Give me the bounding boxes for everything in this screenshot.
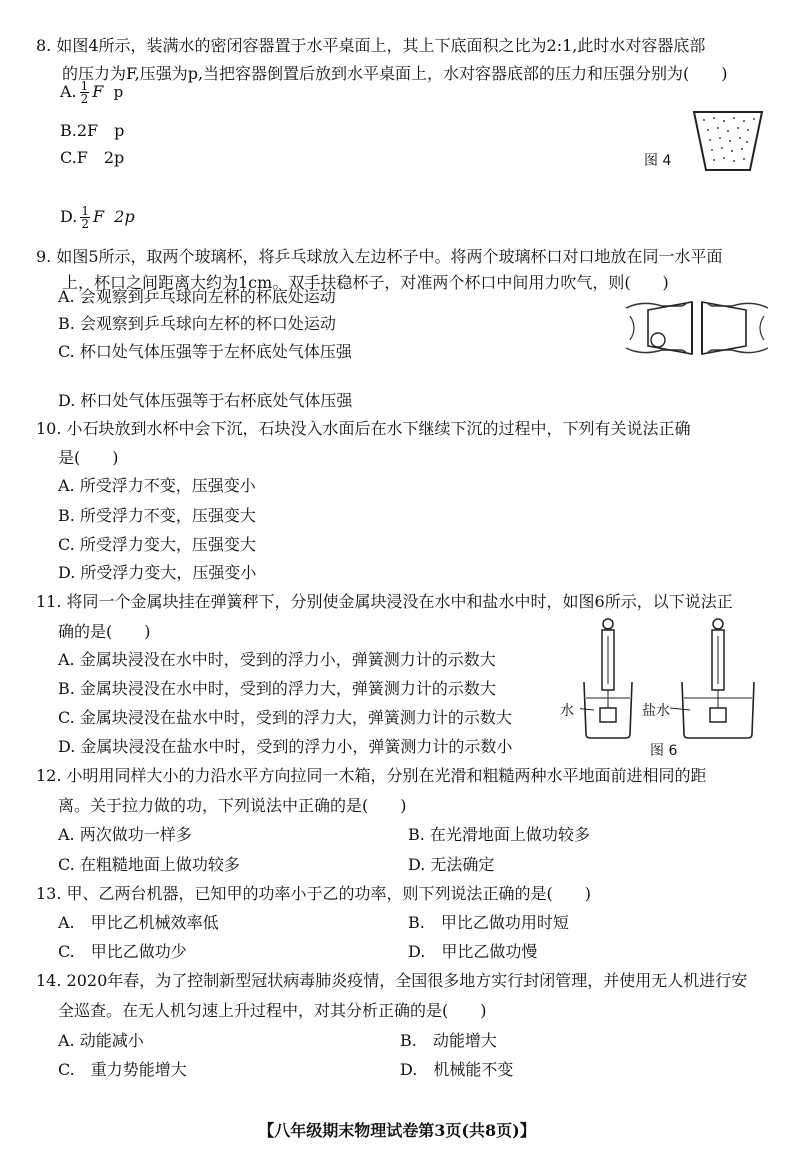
q13-stem-line1: 13. 甲、乙两台机器，已知甲的功率小于乙的功率，则下列说法正确的是( ) (36, 884, 592, 903)
q13-option-a: A. 甲比乙机械效率低 (58, 913, 219, 932)
q10-option-a: A. 所受浮力不变，压强变小 (58, 476, 256, 495)
q8-stem-line1: 8. 如图4所示，装满水的密闭容器置于水平桌面上，其上下底面积之比为2:1,此时水对容器底部 (36, 36, 706, 55)
fig4-container-diagram (690, 108, 766, 174)
fig6-label-salt-water: 盐水 (642, 703, 670, 719)
fig4-caption: 图 4 (644, 153, 672, 169)
q12-stem-line2: 离。关于拉力做的功，下列说法中正确的是( ) (58, 796, 407, 815)
q8-option-d: D. $\frac{1}{2}$ F 2p (60, 204, 135, 231)
q9-option-b: B. 会观察到乒乓球向左杯的杯口处运动 (58, 314, 336, 333)
q9-option-a: A. 会观察到乒乓球向左杯的杯底处运动 (58, 287, 336, 306)
q14-option-c: C. 重力势能增大 (58, 1060, 187, 1079)
q11-stem-line2: 确的是( ) (58, 622, 151, 641)
q10-option-b: B. 所受浮力不变，压强变大 (58, 506, 256, 525)
q13-option-b: B. 甲比乙做功用时短 (408, 913, 569, 932)
fraction-one-half: $\frac{1}{2}$ (80, 79, 89, 106)
q12-option-b: B. 在光滑地面上做功较多 (408, 825, 590, 844)
fig6-spring-scale-diagram (580, 616, 760, 746)
q11-option-a: A. 金属块浸没在水中时，受到的浮力小，弹簧测力计的示数大 (58, 650, 496, 669)
q9-stem-line1: 9. 如图5所示，取两个玻璃杯，将乒乓球放入左边杯子中。将两个玻璃杯口对口地放在同一水平面 (36, 247, 723, 266)
q10-stem-line1: 10. 小石块放到水杯中会下沉，石块没入水面后在水下继续下沉的过程中，下列有关说法正确 (36, 419, 691, 438)
q11-option-c: C. 金属块浸没在盐水中时，受到的浮力大，弹簧测力计的示数大 (58, 708, 512, 727)
q12-stem-line1: 12. 小明用同样大小的力沿水平方向拉同一木箱，分别在光滑和粗糙两种水平地面前进相同的距 (36, 766, 707, 785)
fig6-caption: 图 6 (650, 743, 678, 759)
q13-option-d: D. 甲比乙做功慢 (408, 942, 538, 961)
q8-option-c: C.F 2p (60, 148, 125, 167)
fig6-label-water: 水 (560, 703, 574, 719)
q11-option-b: B. 金属块浸没在水中时，受到的浮力大，弹簧测力计的示数大 (58, 679, 496, 698)
q10-stem-line2: 是( ) (58, 448, 119, 467)
q8-stem-line2: 的压力为F,压强为p,当把容器倒置后放到水平桌面上，水对容器底部的压力和压强分别为( ) (62, 64, 728, 83)
q13-option-c: C. 甲比乙做功少 (58, 942, 187, 961)
q12-option-d: D. 无法确定 (408, 855, 495, 874)
q11-option-d: D. 金属块浸没在盐水中时，受到的浮力小，弹簧测力计的示数小 (58, 737, 513, 756)
q8-option-a: A. $\frac{1}{2}$ F p (60, 79, 124, 106)
q12-option-a: A. 两次做功一样多 (58, 825, 192, 844)
q14-option-b: B. 动能增大 (400, 1031, 497, 1050)
q8-option-b: B.2F p (60, 121, 125, 140)
q12-option-c: C. 在粗糙地面上做功较多 (58, 855, 240, 874)
q14-stem-line2: 全巡查。在无人机匀速上升过程中，对其分析正确的是( ) (58, 1001, 487, 1020)
q14-stem-line1: 14. 2020年春，为了控制新型冠状病毒肺炎疫情，全国很多地方实行封闭管理，并使用无人机进行安 (36, 971, 748, 990)
q10-option-d: D. 所受浮力变大，压强变小 (58, 563, 257, 582)
q10-option-c: C. 所受浮力变大，压强变大 (58, 535, 256, 554)
q14-option-a: A. 动能减小 (58, 1031, 144, 1050)
page-footer: 【八年级期末物理试卷第3页(共8页)】 (258, 1121, 536, 1140)
fraction-one-half: $\frac{1}{2}$ (81, 204, 89, 231)
q9-option-d: D. 杯口处气体压强等于右杯底处气体压强 (58, 391, 353, 410)
q9-option-c: C. 杯口处气体压强等于左杯底处气体压强 (58, 342, 352, 361)
q11-stem-line1: 11. 将同一个金属块挂在弹簧秤下，分别使金属块浸没在水中和盐水中时，如图6所示，以下说法正 (36, 592, 733, 611)
q14-option-d: D. 机械能不变 (400, 1060, 514, 1079)
fig5-glass-cups-diagram (622, 296, 772, 360)
q9-stem-line2: 上，杯口之间距离大约为1cm。双手扶稳杯子，对准两个杯口中间用力吹气，则( ) (62, 273, 669, 292)
